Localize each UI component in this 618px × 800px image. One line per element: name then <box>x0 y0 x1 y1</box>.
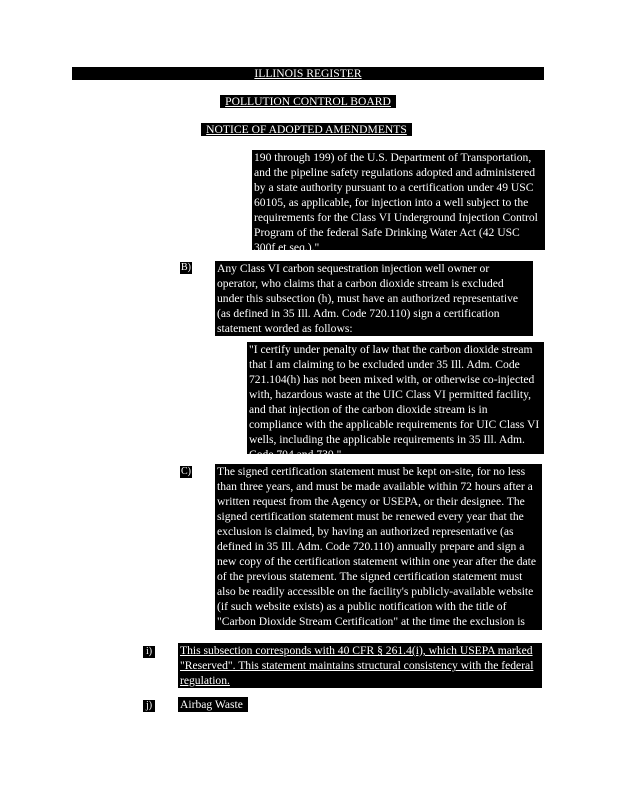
paragraph-b: Any Class VI carbon sequestration injection well owner or operator, who claims that a carbon dioxide stream is excluded under this subsection (h), must have an authorized representative (as defined in 35 Ill. Adm. Code 720.110) sign a certification statement worded as follows: <box>215 261 533 336</box>
header-bar <box>72 67 544 80</box>
paragraph-label-i: i) <box>143 646 155 658</box>
certification-quote: "I certify under penalty of law that the carbon dioxide stream that I am claiming to be excluded under 35 Ill. Adm. Code 721.104(h) has not been mixed with, or otherwise co-injected with, hazardous waste at the UIC Class VI permitted facility, and that injection of the carbon dioxide stream is in compliance with the applicable requirements for UIC Class VI wells, including the applicable requirements in 35 Ill. Adm. Code 704 and 730." <box>247 342 544 454</box>
paragraph-i: This subsection corresponds with 40 CFR § 261.4(i), which USEPA marked "Reserved". This statement maintains structural consistency with the federal regulation. <box>178 643 542 688</box>
continued-paragraph: 190 through 199) of the U.S. Department of Transportation, and the pipeline safety regulations adopted and administered by a state authority pursuant to a certification under 49 USC 60105, as applicable, for injection into a well subject to the requirements for the Class VI Underground Injection Control Program of the federal Safe Drinking Water Act (42 USC 300f et seq.)." <box>252 150 545 250</box>
board-name: POLLUTION CONTROL BOARD <box>220 95 396 108</box>
paragraph-label-j: j) <box>143 700 155 712</box>
paragraph-label-b: B) <box>181 262 191 273</box>
register-title: ILLINOIS REGISTER <box>254 67 362 80</box>
notice-title: NOTICE OF ADOPTED AMENDMENTS <box>201 123 412 136</box>
paragraph-label-c: C) <box>181 466 191 477</box>
paragraph-c: The signed certification statement must be kept on-site, for no less than three years, and must be made available within 72 hours after a written request from the Agency or USEPA, or their designee. The signed certification statement must be renewed every year that the exclusion is claimed, by having an authorized representative (as defined in 35 Ill. Adm. Code 720.110) annually prepare and sign a new copy of the certification statement within one year after the date of the previous statement. The signed certification statement must also be readily accessible on the facility's publicly-available website (if such website exists) as a public notification with the title of "Carbon Dioxide Stream Certification" at the time the exclusion is claimed. <box>215 464 542 630</box>
paragraph-j: Airbag Waste <box>178 697 248 712</box>
